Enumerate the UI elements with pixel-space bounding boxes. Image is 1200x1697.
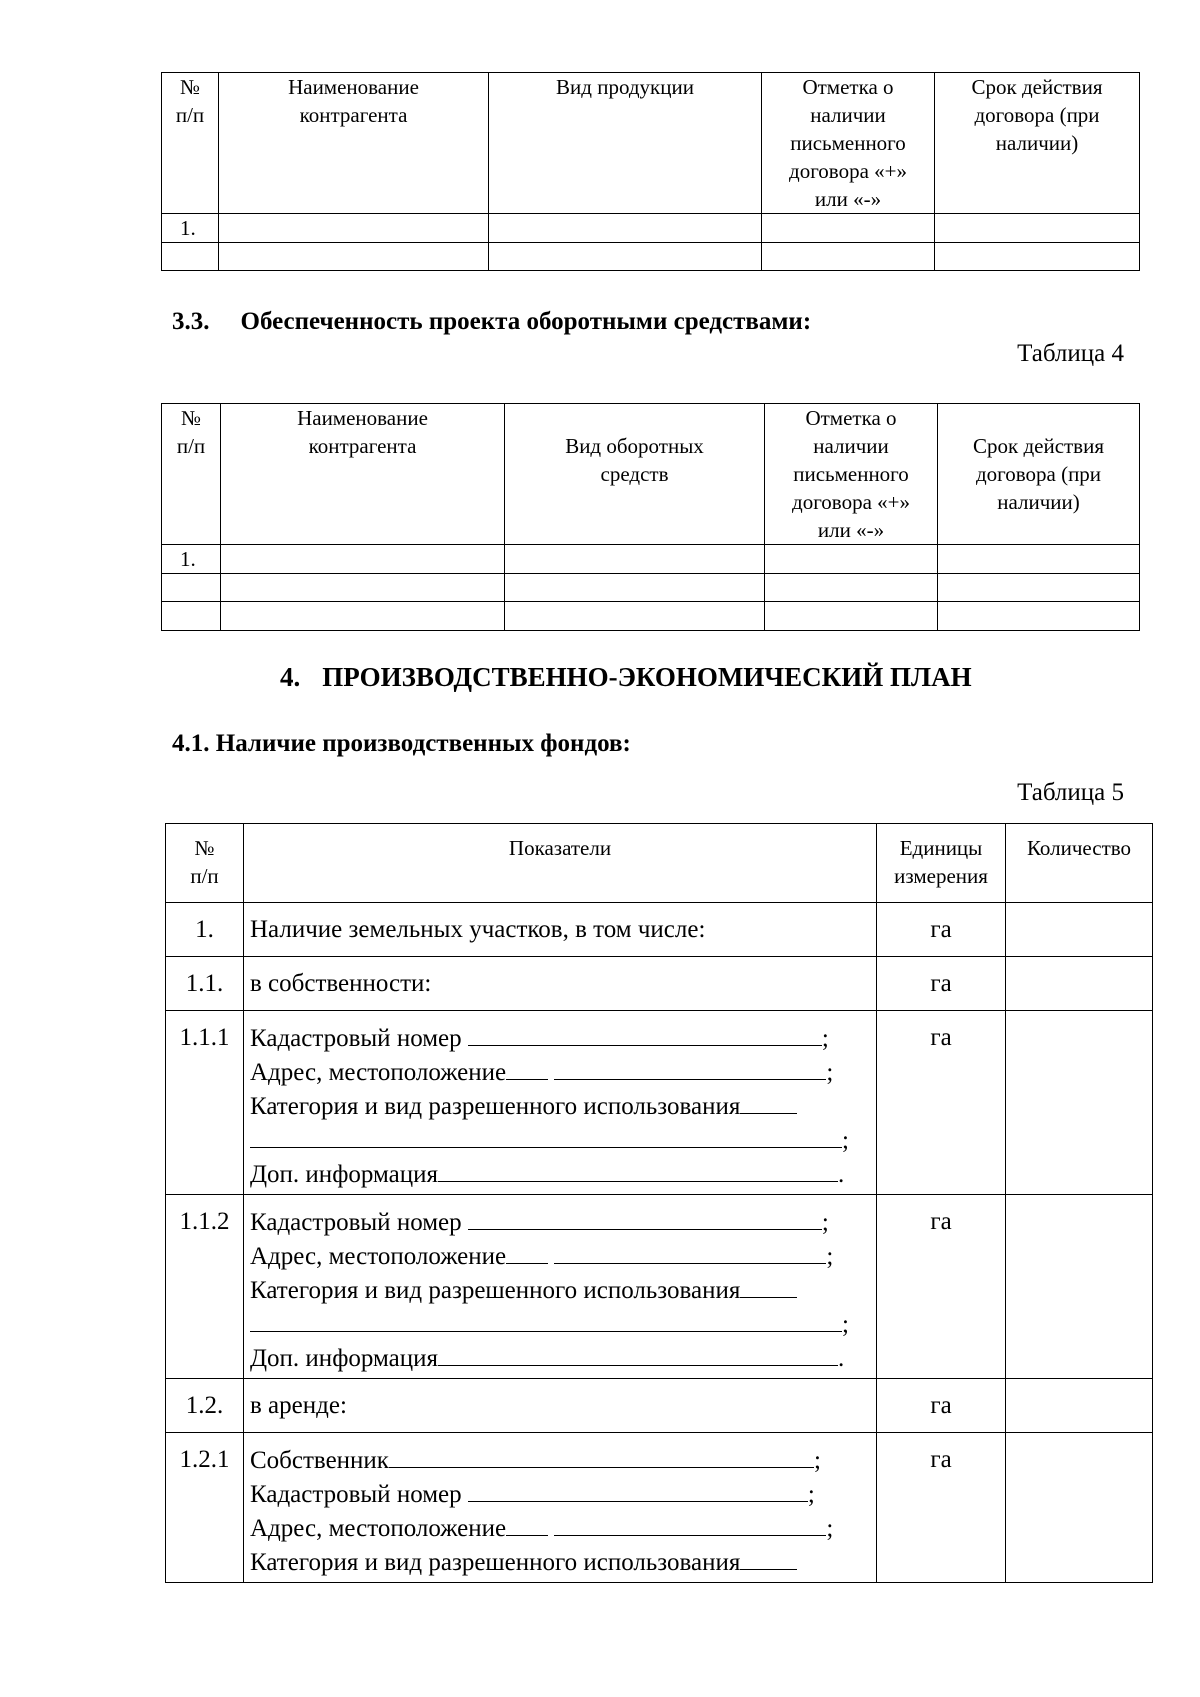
- header-cell-quantity: Количество: [1006, 824, 1153, 903]
- cell: [219, 214, 489, 243]
- blank-field: [438, 1341, 838, 1366]
- cell: [489, 243, 762, 271]
- extra-info-line: [250, 1157, 876, 1191]
- table-row: [162, 545, 1140, 574]
- cell: [221, 545, 505, 574]
- cell-quantity: [1006, 1011, 1153, 1195]
- cell: [162, 243, 219, 271]
- cell: [765, 545, 938, 574]
- cell: [489, 214, 762, 243]
- cell-quantity: [1006, 903, 1153, 957]
- cell-number: 1.2.: [166, 1379, 244, 1433]
- punctuation: ;: [842, 1127, 849, 1154]
- field-label: Категория и вид разрешенного использования: [250, 1093, 741, 1120]
- punctuation: .: [838, 1345, 845, 1372]
- cell: [505, 574, 765, 602]
- header-cell-product-type: Вид продукции: [489, 73, 762, 214]
- working-capital-table: [161, 403, 1140, 631]
- header-cell-contract-term: Срок действия договора (при наличии): [935, 73, 1140, 214]
- cell-unit: га: [877, 1195, 1006, 1379]
- category-line: [250, 1545, 876, 1579]
- cell-indicator: [244, 903, 877, 957]
- cell-unit: га: [877, 1433, 1006, 1583]
- address-line: [250, 1239, 876, 1273]
- suppliers-table: [161, 72, 1140, 271]
- header-cell-counterparty: Наименование контрагента: [219, 73, 489, 214]
- cell-number: 1.1.2: [166, 1195, 244, 1379]
- punctuation: ;: [826, 1515, 834, 1542]
- cell-number: 1.2.1: [166, 1433, 244, 1583]
- cell-number: 1.1.: [166, 957, 244, 1011]
- table-row: [166, 903, 1153, 957]
- owner-line: [250, 1443, 876, 1477]
- cell: [762, 214, 935, 243]
- cell: [765, 602, 938, 631]
- table-row: [162, 574, 1140, 602]
- table-row: [166, 1195, 1153, 1379]
- cell-indicator: [244, 1433, 877, 1583]
- header-cell-units: Единицы измерения: [877, 824, 1006, 903]
- section-4-1-heading: 4.1. Наличие производственных фондов:: [172, 730, 631, 757]
- header-cell-number: № п/п: [162, 73, 219, 214]
- field-label: Кадастровый номер: [250, 1025, 462, 1052]
- cell-indicator: [244, 957, 877, 1011]
- cell: [162, 602, 221, 631]
- field-label: Кадастровый номер: [250, 1209, 462, 1236]
- table-4-caption: Таблица 4: [1017, 340, 1124, 367]
- blank-field: [506, 1239, 548, 1264]
- category-continuation-line: [250, 1123, 876, 1157]
- blank-field: [554, 1055, 826, 1080]
- cell: [162, 574, 221, 602]
- field-label: Собственник: [250, 1447, 389, 1474]
- table-header-row: [166, 824, 1153, 903]
- cell: [938, 545, 1140, 574]
- table-row: [166, 1433, 1153, 1583]
- header-cell-contract-mark: Отметка о наличии письменного договора «+» или «-»: [765, 404, 938, 545]
- table-row: [162, 243, 1140, 271]
- indicator-text: в аренде:: [250, 1392, 347, 1419]
- punctuation: ;: [826, 1243, 834, 1270]
- punctuation: ;: [807, 1481, 815, 1508]
- punctuation: ;: [813, 1447, 821, 1474]
- cell-unit: га: [877, 903, 1006, 957]
- category-line: [250, 1089, 876, 1123]
- table-header-row: [162, 73, 1140, 214]
- category-continuation-line: [250, 1307, 876, 1341]
- blank-field: [554, 1239, 826, 1264]
- cell-number: 1.1.1: [166, 1011, 244, 1195]
- blank-field: [740, 1273, 797, 1298]
- cell-indicator: [244, 1195, 877, 1379]
- header-cell-indicators: Показатели: [244, 824, 877, 903]
- cell-number: 1.: [166, 903, 244, 957]
- production-assets-table: [165, 823, 1153, 1583]
- section-number: 3.3.: [172, 308, 210, 335]
- header-cell-number: № п/п: [166, 824, 244, 903]
- cadastral-number-line: [250, 1021, 876, 1055]
- header-cell-capital-type: Вид оборотных средств: [505, 404, 765, 545]
- section-title: Обеспеченность проекта оборотными средствами:: [240, 308, 812, 335]
- cell-number: 1.: [162, 214, 219, 243]
- cell-quantity: [1006, 1195, 1153, 1379]
- cell: [938, 574, 1140, 602]
- cell: [935, 214, 1140, 243]
- header-cell-counterparty: Наименование контрагента: [221, 404, 505, 545]
- cell-quantity: [1006, 1379, 1153, 1433]
- cell-quantity: [1006, 1433, 1153, 1583]
- section-4-heading: [280, 662, 972, 693]
- header-cell-contract-mark: Отметка о наличии письменного договора «+» или «-»: [762, 73, 935, 214]
- cell: [762, 243, 935, 271]
- table-row: [166, 1379, 1153, 1433]
- table-row: [162, 602, 1140, 631]
- table-row: [166, 957, 1153, 1011]
- table-header-row: [162, 404, 1140, 545]
- header-cell-number: № п/п: [162, 404, 221, 545]
- blank-field: [468, 1205, 822, 1230]
- extra-info-line: [250, 1341, 876, 1375]
- cell-unit: га: [877, 1379, 1006, 1433]
- blank-field: [250, 1307, 842, 1332]
- blank-field: [506, 1055, 548, 1080]
- category-line: [250, 1273, 876, 1307]
- table-row: [166, 1011, 1153, 1195]
- field-label: Доп. информация: [250, 1161, 439, 1188]
- field-label: Кадастровый номер: [250, 1481, 462, 1508]
- cell: [505, 602, 765, 631]
- cell: [221, 602, 505, 631]
- blank-field: [740, 1089, 797, 1114]
- blank-field: [740, 1545, 797, 1570]
- cell: [221, 574, 505, 602]
- field-label: Категория и вид разрешенного использования: [250, 1277, 741, 1304]
- cell-unit: га: [877, 957, 1006, 1011]
- blank-field: [438, 1157, 838, 1182]
- field-label: Адрес, местоположение: [250, 1515, 507, 1542]
- indicator-text: Наличие земельных участков, в том числе:: [250, 916, 706, 943]
- field-label: Категория и вид разрешенного использования: [250, 1549, 741, 1576]
- punctuation: ;: [821, 1025, 829, 1052]
- cell: [935, 243, 1140, 271]
- cell: [505, 545, 765, 574]
- cadastral-number-line: [250, 1477, 876, 1511]
- punctuation: ;: [826, 1059, 834, 1086]
- table-5-caption: Таблица 5: [1017, 779, 1124, 806]
- punctuation: .: [838, 1161, 845, 1188]
- punctuation: ;: [842, 1311, 849, 1338]
- field-label: Доп. информация: [250, 1345, 439, 1372]
- blank-field: [554, 1511, 826, 1536]
- field-label: Адрес, местоположение: [250, 1243, 507, 1270]
- cell-quantity: [1006, 957, 1153, 1011]
- header-cell-contract-term: Срок действия договора (при наличии): [938, 404, 1140, 545]
- cell-unit: га: [877, 1011, 1006, 1195]
- blank-field: [389, 1443, 814, 1468]
- cadastral-number-line: [250, 1205, 876, 1239]
- cell-indicator: [244, 1011, 877, 1195]
- blank-field: [468, 1477, 808, 1502]
- cell-number: 1.: [162, 545, 221, 574]
- cell: [219, 243, 489, 271]
- blank-field: [506, 1511, 548, 1536]
- table-row: [162, 214, 1140, 243]
- section-title: ПРОИЗВОДСТВЕННО-ЭКОНОМИЧЕСКИЙ ПЛАН: [322, 662, 972, 692]
- section-3-3-heading: [172, 308, 811, 336]
- cell-indicator: [244, 1379, 877, 1433]
- punctuation: ;: [821, 1209, 829, 1236]
- cell: [938, 602, 1140, 631]
- section-number: 4.: [280, 662, 301, 692]
- blank-field: [250, 1123, 842, 1148]
- cell: [765, 574, 938, 602]
- address-line: [250, 1055, 876, 1089]
- indicator-text: в собственности:: [250, 970, 432, 997]
- field-label: Адрес, местоположение: [250, 1059, 507, 1086]
- address-line: [250, 1511, 876, 1545]
- blank-field: [468, 1021, 822, 1046]
